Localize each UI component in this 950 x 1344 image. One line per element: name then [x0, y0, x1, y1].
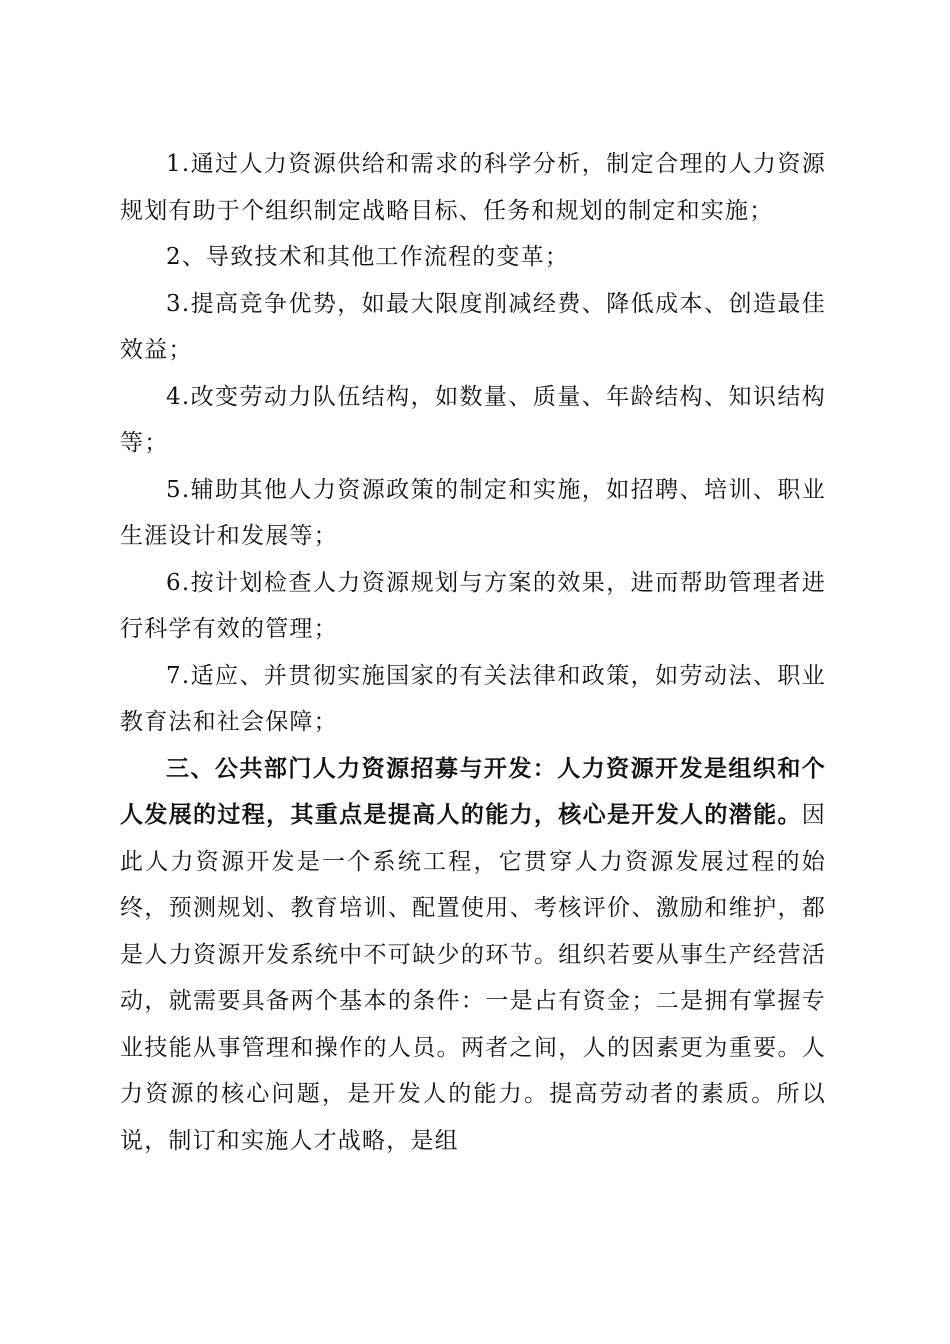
list-item-4: 4.改变劳动力队伍结构，如数量、质量、年龄结构、知识结构等； — [120, 383, 826, 456]
section-3-paragraph — [120, 746, 826, 1165]
section-3-body: 因此人力资源开发是一个系统工程，它贯穿人力资源发展过程的始终，预测规划、教育培训、配置使用、考核评价、激励和维护，都是人力资源开发系统中不可缺少的环节。组织若要从事生产经营活动，就需要具备两个基本的条件：一是占有资金；二是拥有掌握专业技能从事管理和操作的人员。两者之间，人的因素更为重要。人力资源的核心问题，是开发人的能力。提高劳动者的素质。所以说，制订和实施人才战略，是组 — [120, 802, 826, 1154]
list-item-2: 2、导致技术和其他工作流程的变革； — [166, 244, 570, 270]
section-3-heading: 三、公共部门人力资源招募与开发：人力资源开发是组织和个人发展的过程，其重点是提高人的能力，核心是开发人的潜能。 — [120, 755, 826, 828]
list-item-1: 1.通过人力资源供给和需求的科学分析，制定合理的人力资源规划有助于个组织制定战略目标、任务和规划的制定和实施； — [120, 151, 826, 224]
list-item-7: 7.适应、并贯彻实施国家的有关法律和政策，如劳动法、职业教育法和社会保障； — [120, 662, 826, 735]
list-item-6: 6.按计划检查人力资源规划与方案的效果，进而帮助管理者进行科学有效的管理； — [120, 569, 826, 642]
document-page — [120, 141, 826, 1164]
list-item-3: 3.提高竞争优势，如最大限度削减经费、降低成本、创造最佳效益； — [120, 290, 826, 363]
list-item-5: 5.辅助其他人力资源政策的制定和实施，如招聘、培训、职业生涯设计和发展等； — [120, 476, 826, 549]
